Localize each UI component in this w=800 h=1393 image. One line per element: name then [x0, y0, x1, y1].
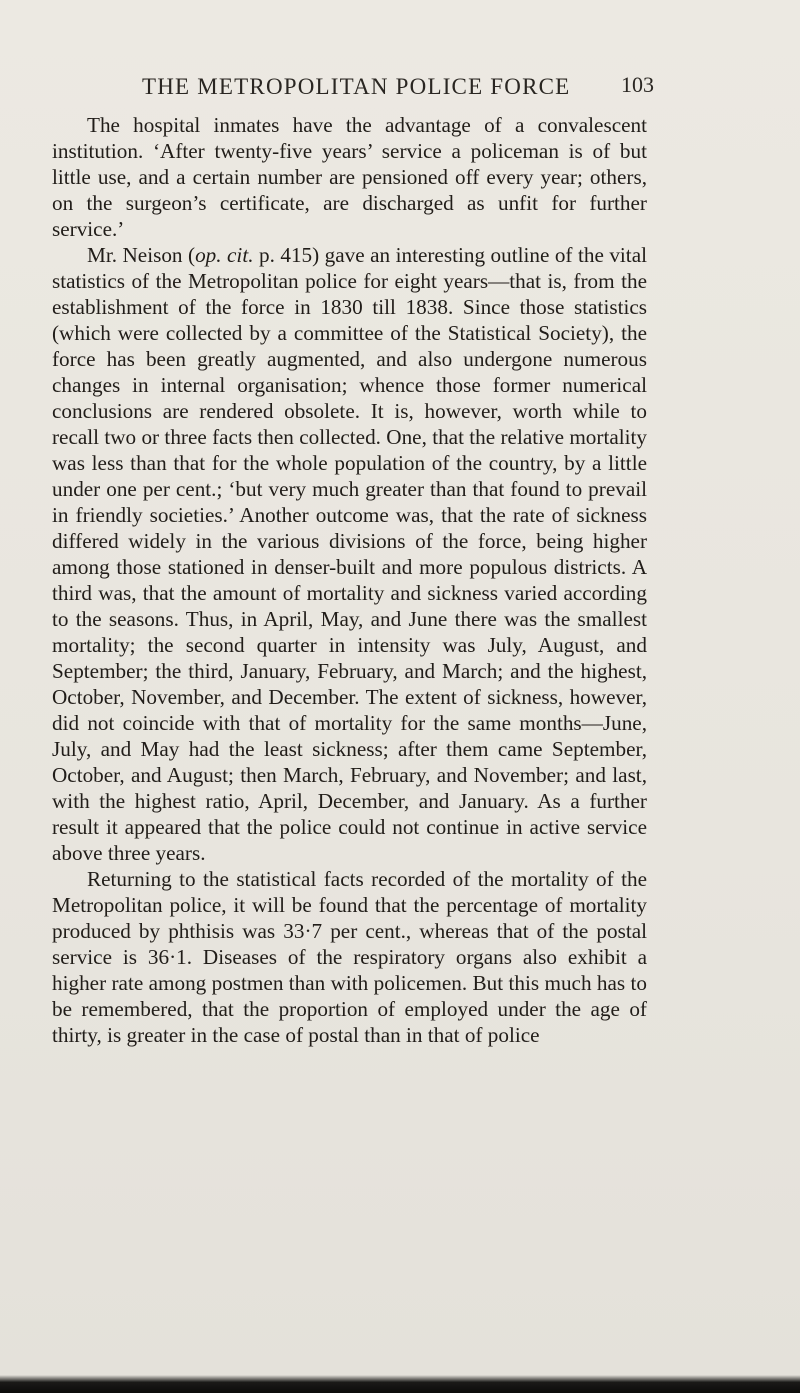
paragraph-hospital-inmates: The hospital inmates have the advantage of a convalescent institution. ‘After twenty-five years’ service a policeman is of but little use, and a certain number are pensioned off every year; others, on the surgeon’s certificate, are discharged as unfit for further service.’ — [52, 113, 647, 241]
paragraph-mortality-comparison: Returning to the statistical facts recorded of the mortality of the Metropolitan police, it will be found that the percentage of mortality produced by phthisis was 33·7 per cent., whereas that of the postal service is 36·1. Diseases of the respiratory organs also exhibit a higher rate among postmen than with policemen. But this much has to be remembered, that the proportion of employed under the age of thirty, is greater in the case of postal than in that of police — [52, 867, 647, 1047]
page-number: 103 — [621, 72, 654, 97]
running-head: THE METROPOLITAN POLICE FORCE — [142, 74, 571, 99]
body-text — [52, 112, 647, 1048]
paragraph-neison-statistics — [52, 242, 647, 866]
citation-op-cit: op. cit. — [195, 243, 254, 267]
scan-bottom-edge — [0, 1375, 800, 1393]
paragraph-text-start: Mr. Neison ( — [87, 243, 196, 267]
paragraph-text-rest: p. 415) gave an interesting outline of the vital statistics of the Metropolitan police for eight years—that is, from the establishment of the force in 1830 till 1838. Since those statistics (which were collected by a committee of the Statistical Society), the force has been greatly augmented, and also undergone numerous changes in internal organisation; whence those former numerical conclusions are rendered obsolete. It is, however, worth while to recall two or three facts then collected. One, that the relative mortality was less than that for the whole population of the country, by a little under one per cent.; ‘but very much greater than that found to prevail in friendly societies.’ Another outcome was, that the rate of sickness differed widely in the various divisions of the force, being higher among those stationed in denser-built and more populous districts. A third was, that the amount of mortality and sickness varied according to the seasons. Thus, in April, May, and June there was the smallest mortality; the second quarter in intensity was July, August, and September; the third, January, February, and March; and the highest, October, November, and December. The extent of sickness, however, did not coincide with that of mortality for the same months—June, July, and May had the least sickness; after them came September, October, and August; then March, February, and November; and last, with the highest ratio, April, December, and January. As a further result it appeared that the police could not continue in active service above three years. — [52, 243, 647, 865]
